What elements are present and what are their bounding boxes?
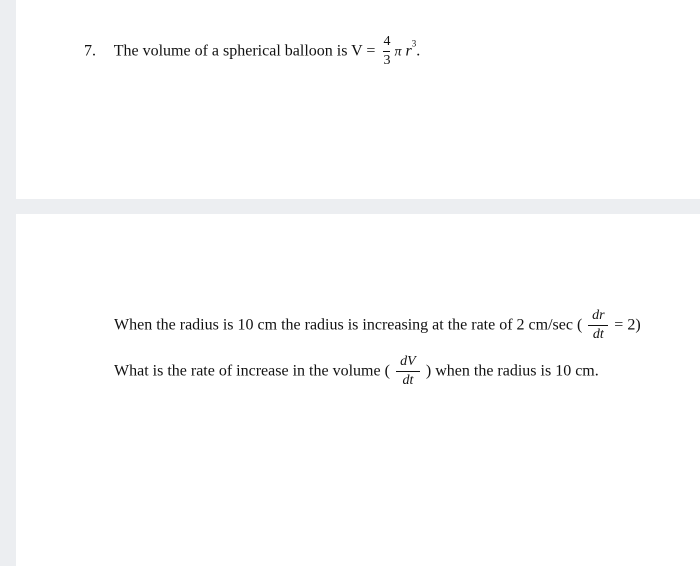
rate-text: When the radius is 10 cm the radius is increasing at the rate of 2 cm/sec ( [114, 316, 583, 334]
radius-variable: r [405, 42, 412, 60]
dv-dt-bar [396, 371, 420, 372]
fraction-denominator: 3 [383, 53, 391, 69]
fraction-bar [383, 51, 390, 52]
dv-dt-fraction [396, 354, 420, 389]
dt-denominator-2: dt [402, 373, 414, 389]
rate-value: = 2) [614, 316, 641, 334]
exponent: 3 [411, 38, 417, 49]
question-card-top [16, 0, 700, 199]
question-text: The volume of a spherical balloon is V = [113, 42, 376, 60]
dv-numerator: dV [400, 354, 416, 369]
volume-question-text: What is the rate of increase in the volume ( [114, 362, 390, 380]
question-card-bottom [16, 214, 700, 566]
fraction-numerator: 4 [383, 34, 391, 49]
dt-denominator: dt [592, 327, 604, 343]
question-number: 7. [84, 42, 96, 60]
question-line [84, 34, 420, 69]
dr-dt-bar [588, 325, 608, 326]
volume-question-end: ) when the radius is 10 cm. [425, 362, 599, 380]
dr-dt-fraction [588, 308, 608, 343]
volume-rate-line [114, 354, 599, 389]
dr-numerator: dr [592, 308, 605, 323]
volume-fraction [383, 34, 390, 69]
rate-line [114, 308, 641, 343]
end-punctuation: . [416, 42, 421, 60]
pi-symbol: π [394, 44, 402, 60]
